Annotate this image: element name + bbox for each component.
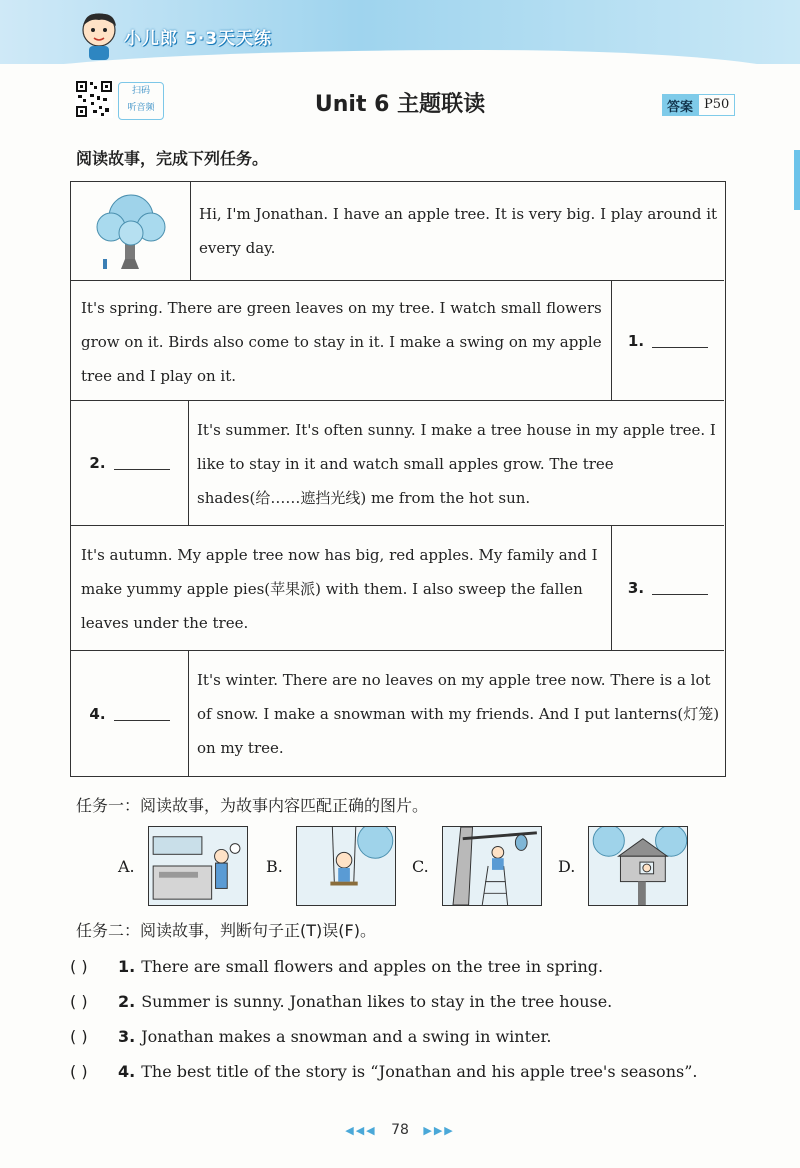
picture-option-d[interactable]: D.: [558, 826, 688, 906]
blank-1[interactable]: 1.: [611, 281, 724, 400]
story-row-autumn: [71, 526, 724, 651]
story-row-spring: [71, 281, 724, 401]
swing-picture: [296, 826, 396, 906]
tf-item-1: ( ) 1. There are small flowers and apples on the tree in spring.: [70, 957, 604, 976]
answer-page: P50: [698, 94, 735, 116]
mascot-icon: [76, 10, 122, 60]
blank-2[interactable]: 2.: [71, 401, 189, 525]
prev-arrows-icon: ◀◀◀: [345, 1124, 377, 1137]
instruction: 阅读故事，完成下列任务。: [76, 149, 269, 168]
story-table: [70, 181, 726, 777]
brand-logo: 小儿郎 5·3天天练: [124, 29, 273, 49]
tf-answer-2[interactable]: ( ): [70, 992, 88, 1011]
task2-heading: 任务二：阅读故事，判断句子正(T)误(F)。: [76, 921, 376, 940]
ladder-lantern-picture: [442, 826, 542, 906]
story-autumn-text: It's autumn. My apple tree now has big, red apples. My family and I make yummy apple pies(苹果派) with them. I also sweep the fallen leaves under the tree.: [81, 546, 598, 632]
story-row-winter: [71, 651, 724, 776]
scan-audio-label[interactable]: 扫码 听音频: [118, 82, 164, 120]
story-spring-text: It's spring. There are green leaves on my tree. I watch small flowers grow on it. Birds also come to stay in it. I make a swing on my apple tree and I play on it.: [81, 299, 602, 385]
picture-option-a[interactable]: A.: [118, 826, 248, 906]
blank-4-line[interactable]: [114, 707, 170, 721]
task1-heading: 任务一：阅读故事，为故事内容匹配正确的图片。: [76, 796, 429, 815]
tf-answer-3[interactable]: ( ): [70, 1027, 88, 1046]
blank-3-line[interactable]: [652, 581, 708, 595]
page-title: Unit 6 主题联读: [314, 92, 486, 117]
story-intro-text: Hi, I'm Jonathan. I have an apple tree. It is very big. I play around it every day.: [199, 205, 718, 257]
story-row-summer: [71, 401, 724, 526]
tf-answer-1[interactable]: ( ): [70, 957, 88, 976]
blank-2-line[interactable]: [114, 456, 170, 470]
blank-3[interactable]: 3.: [611, 526, 724, 650]
tf-answer-4[interactable]: ( ): [70, 1062, 88, 1081]
story-winter-text: It's winter. There are no leaves on my apple tree now. There is a lot of snow. I make a snowman with my friends. And I put lanterns(灯笼) on my tree.: [197, 671, 720, 757]
tree-illustration-cell: [71, 182, 191, 280]
tf-item-4: ( ) 4. The best title of the story is “Jonathan and his apple tree's seasons”.: [70, 1062, 698, 1081]
picture-option-c[interactable]: C.: [412, 826, 542, 906]
picture-option-b[interactable]: B.: [266, 826, 396, 906]
blank-4[interactable]: 4.: [71, 651, 189, 776]
answer-label: 答案: [662, 94, 698, 116]
answer-badge: [662, 94, 735, 116]
page-number: 78: [391, 1122, 409, 1138]
story-row-intro: [71, 182, 724, 281]
apple-tree-icon: [91, 189, 171, 273]
tree-house-picture: [588, 826, 688, 906]
kitchen-baking-picture: [148, 826, 248, 906]
story-summer-text: It's summer. It's often sunny. I make a tree house in my apple tree. I like to stay in it and watch small apples grow. The tree shades(给……遮挡光线) me from the hot sun.: [197, 421, 716, 507]
tf-item-2: ( ) 2. Summer is sunny. Jonathan likes to stay in the tree house.: [70, 992, 613, 1011]
blank-1-line[interactable]: [652, 334, 708, 348]
side-tab: [794, 150, 800, 210]
next-arrows-icon: ▶▶▶: [423, 1124, 455, 1137]
page-footer: [0, 1122, 800, 1138]
tf-item-3: ( ) 3. Jonathan makes a snowman and a swing in winter.: [70, 1027, 552, 1046]
